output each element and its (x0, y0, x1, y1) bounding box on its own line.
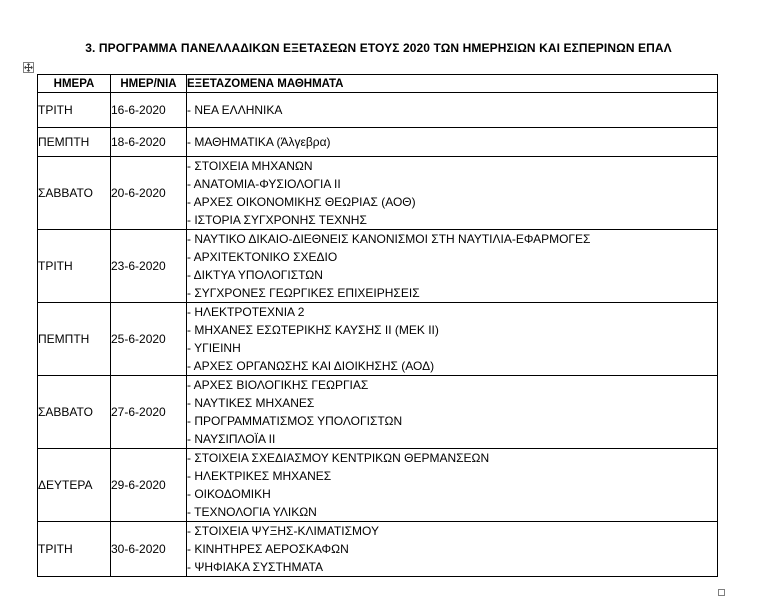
subject-item: - ΜΑΘΗΜΑΤΙΚΑ (Άλγεβρα) (187, 135, 331, 149)
table-row (38, 376, 718, 449)
exam-date: 27-6-2020 (111, 376, 187, 449)
exam-subjects (187, 522, 718, 577)
subject-item: - ΣΥΓΧΡΟΝΕΣ ΓΕΩΡΓΙΚΕΣ ΕΠΙΧΕΙΡΗΣΕΙΣ (187, 286, 420, 300)
exam-date: 29-6-2020 (111, 449, 187, 522)
subject-item: - ΜΗΧΑΝΕΣ ΕΣΩΤΕΡΙΚΗΣ ΚΑΥΣΗΣ ΙΙ (ΜΕΚ ΙΙ) (187, 323, 439, 337)
exam-day: ΤΡΙΤΗ (38, 522, 111, 577)
subject-item: - ΝΕΑ ΕΛΛΗΝΙΚΑ (187, 103, 283, 117)
subject-item: - ΑΡΧΕΣ ΟΡΓΑΝΩΣΗΣ ΚΑΙ ΔΙΟΙΚΗΣΗΣ (ΑΟΔ) (187, 359, 435, 373)
exam-day: ΤΡΙΤΗ (38, 93, 111, 128)
subject-item: - ΤΕΧΝΟΛΟΓΙΑ ΥΛΙΚΩΝ (187, 505, 317, 519)
subject-item: - ΑΡΧΕΣ ΒΙΟΛΟΓΙΚΗΣ ΓΕΩΡΓΙΑΣ (187, 378, 369, 392)
subject-item: - ΑΝΑΤΟΜΙΑ-ΦΥΣΙΟΛΟΓΙΑ ΙΙ (187, 177, 341, 191)
exam-subjects (187, 303, 718, 376)
subject-item: - ΣΤΟΙΧΕΙΑ ΜΗΧΑΝΩΝ (187, 159, 313, 173)
exam-date: 30-6-2020 (111, 522, 187, 577)
table-row (38, 303, 718, 376)
subject-item: - ΣΤΟΙΧΕΙΑ ΨΥΞΗΣ-ΚΛΙΜΑΤΙΣΜΟΥ (187, 524, 379, 538)
subject-item: - ΠΡΟΓΡΑΜΜΑΤΙΣΜΟΣ ΥΠΟΛΟΓΙΣΤΩΝ (187, 414, 403, 428)
table-row (38, 128, 718, 157)
table-row (38, 449, 718, 522)
table-resize-handle[interactable] (718, 589, 725, 596)
table-row (38, 522, 718, 577)
subject-item: - ΟΙΚΟΔΟΜΙΚΗ (187, 487, 271, 501)
exam-day: ΔΕΥΤΕΡΑ (38, 449, 111, 522)
subject-item: - ΗΛΕΚΤΡΟΤΕΧΝΙΑ 2 (187, 305, 305, 319)
exam-subjects (187, 157, 718, 230)
table-row (38, 230, 718, 303)
exam-date: 20-6-2020 (111, 157, 187, 230)
table-move-handle-icon[interactable] (23, 62, 34, 73)
subject-item: - ΝΑΥΤΙΚΕΣ ΜΗΧΑΝΕΣ (187, 396, 315, 410)
subject-item: - ΑΡΧΙΤΕΚΤΟΝΙΚΟ ΣΧΕΔΙΟ (187, 250, 338, 264)
document-title: 3. ΠΡΟΓΡΑΜΜΑ ΠΑΝΕΛΛΑΔΙΚΩΝ ΕΞΕΤΑΣΕΩΝ ΕΤΟΥΣ 2020 ΤΩΝ ΗΜΕΡΗΣΙΩΝ ΚΑΙ ΕΣΠΕΡΙΝΩΝ ΕΠΑΛ (85, 41, 672, 55)
exam-day: ΣΑΒΒΑΤΟ (38, 376, 111, 449)
subject-item: - ΥΓΙΕΙΝΗ (187, 341, 241, 355)
header-subjects: ΕΞΕΤΑΖΟΜΕΝΑ ΜΑΘΗΜΑΤΑ (187, 75, 718, 93)
exam-date: 16-6-2020 (111, 93, 187, 128)
exam-subjects (187, 449, 718, 522)
subject-item: - ΝΑΥΣΙΠΛΟΪΑ ΙΙ (187, 432, 276, 446)
exam-date: 23-6-2020 (111, 230, 187, 303)
header-date: ΗΜΕΡ/ΝΙΑ (111, 75, 187, 93)
exam-date: 18-6-2020 (111, 128, 187, 157)
exam-subjects (187, 230, 718, 303)
subject-item: - ΚΙΝΗΤΗΡΕΣ ΑΕΡΟΣΚΑΦΩΝ (187, 542, 349, 556)
subject-item: - ΗΛΕΚΤΡΙΚΕΣ ΜΗΧΑΝΕΣ (187, 469, 332, 483)
exam-subjects (187, 376, 718, 449)
subject-item: - ΔΙΚΤΥΑ ΥΠΟΛΟΓΙΣΤΩΝ (187, 268, 323, 282)
subject-item: - ΝΑΥΤΙΚΟ ΔΙΚΑΙΟ-ΔΙΕΘΝΕΙΣ ΚΑΝΟΝΙΣΜΟΙ ΣΤΗ ΝΑΥΤΙΛΙΑ-ΕΦΑΡΜΟΓΕΣ (187, 232, 591, 246)
header-day: ΗΜΕΡΑ (38, 75, 111, 93)
subject-item: - ΑΡΧΕΣ ΟΙΚΟΝΟΜΙΚΗΣ ΘΕΩΡΙΑΣ (ΑΟΘ) (187, 195, 416, 209)
exam-subjects (187, 93, 718, 128)
exam-date: 25-6-2020 (111, 303, 187, 376)
subject-item: - ΙΣΤΟΡΙΑ ΣΥΓΧΡΟΝΗΣ ΤΕΧΝΗΣ (187, 213, 367, 227)
subject-item: - ΣΤΟΙΧΕΙΑ ΣΧΕΔΙΑΣΜΟΥ ΚΕΝΤΡΙΚΩΝ ΘΕΡΜΑΝΣΕΩΝ (187, 451, 490, 465)
exam-schedule-table (37, 74, 718, 577)
exam-day: ΤΡΙΤΗ (38, 230, 111, 303)
subject-item: - ΨΗΦΙΑΚΑ ΣΥΣΤΗΜΑΤΑ (187, 560, 324, 574)
table-row (38, 93, 718, 128)
exam-day: ΣΑΒΒΑΤΟ (38, 157, 111, 230)
exam-day: ΠΕΜΠΤΗ (38, 128, 111, 157)
table-header-row (38, 75, 718, 93)
exam-day: ΠΕΜΠΤΗ (38, 303, 111, 376)
table-row (38, 157, 718, 230)
exam-subjects (187, 128, 718, 157)
